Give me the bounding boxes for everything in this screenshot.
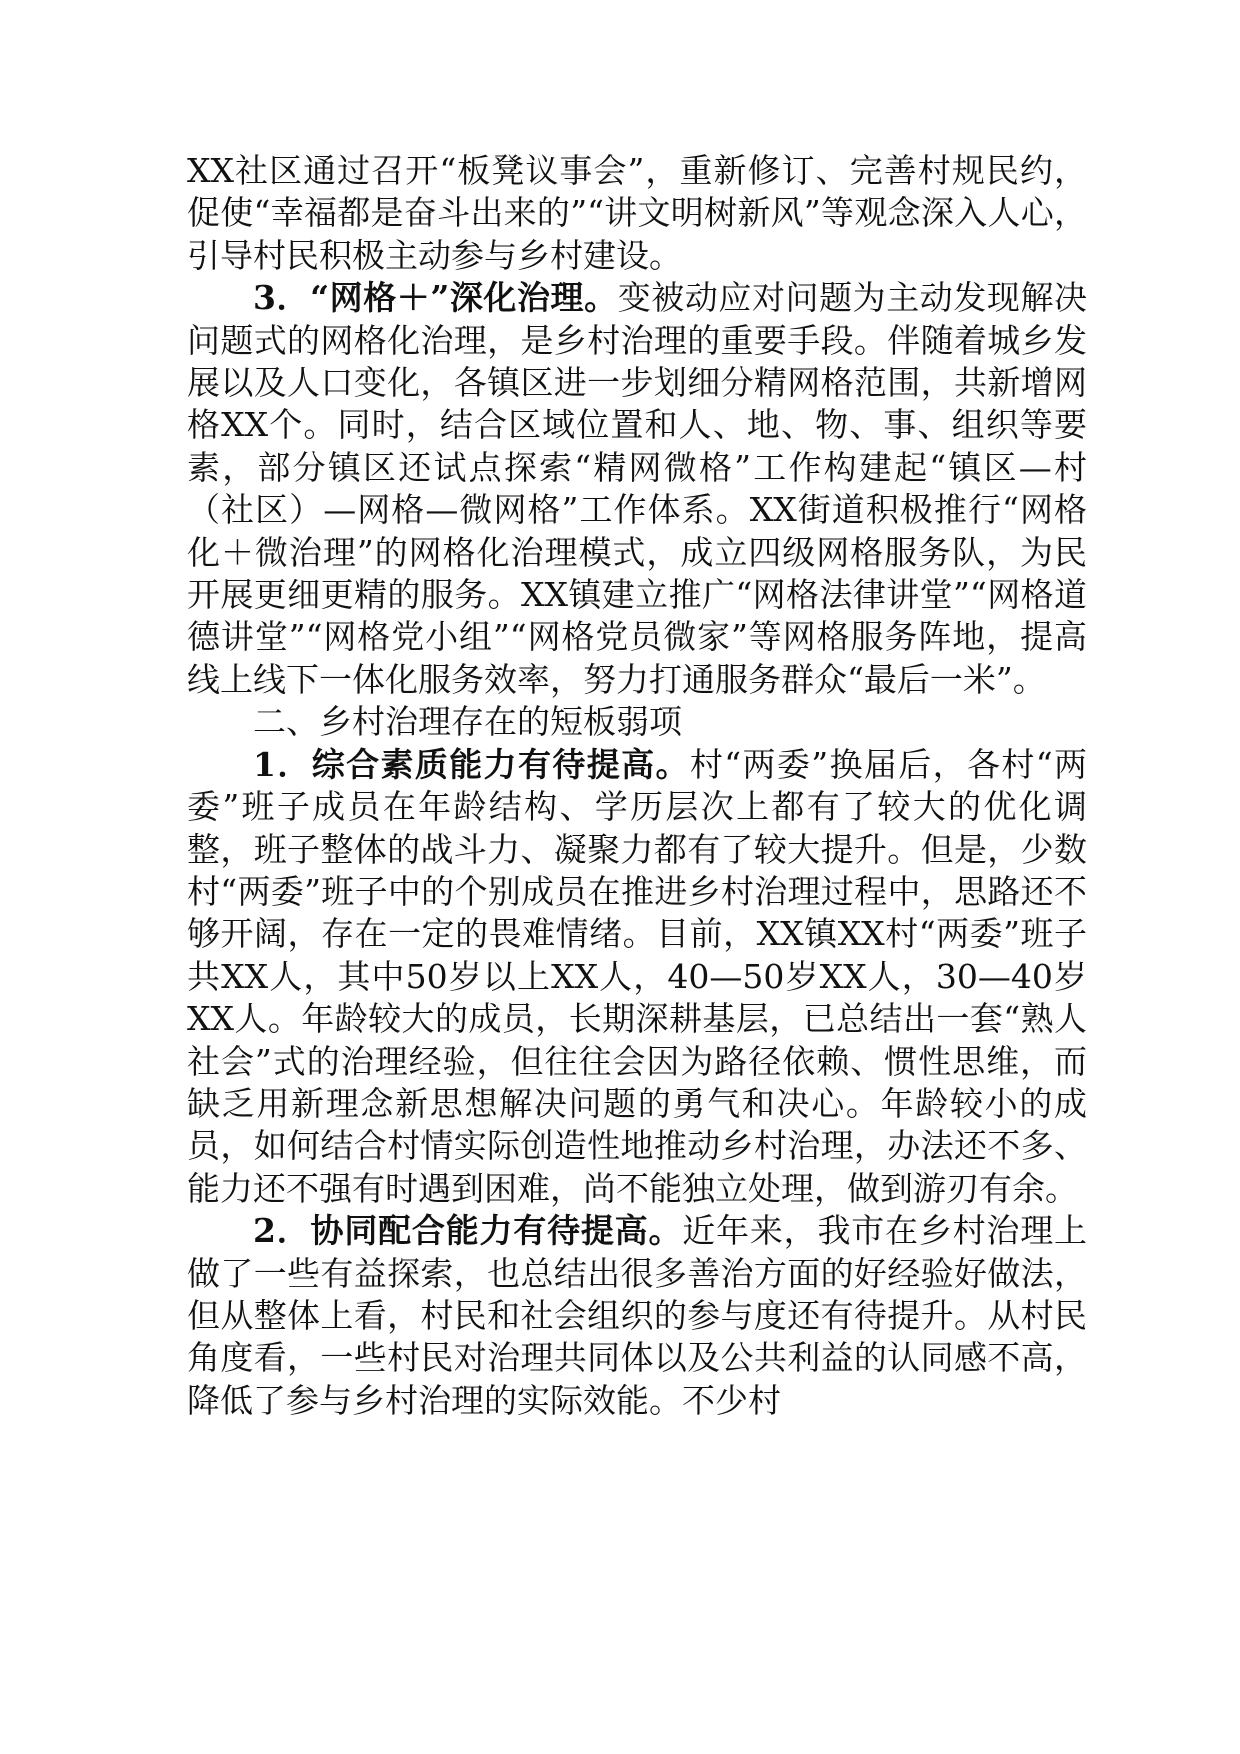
paragraph-4-heading: 2．协同配合能力有待提高。	[253, 1211, 683, 1251]
paragraph-3-text: 村“两委”换届后，各村“两委”班子成员在年龄结构、学历层次上都有了较大的优化调整，班子整体的战斗力、凝聚力都有了较大提升。但是，少数村“两委”班子中的个别成员在推进乡村治理过程中，思路还不够开阔，存在一定的畏难情绪。目前，XX镇XX村“两委”班子共XX人，其中50岁以上XX人，40—50岁XX人，30—40岁XX人。年龄较大的成员，长期深耕基层，已总结出一套“熟人社会”式的治理经验，但往往会因为路径依赖、惯性思维，而缺乏用新理念新思想解决问题的勇气和决心。年龄较小的成员，如何结合村情实际创造性地推动乡村治理，办法还不多、能力还不强有时遇到困难，尚不能独立处理，做到游刃有余。	[187, 744, 1087, 1208]
section-heading-text: 二、乡村治理存在的短板弱项	[253, 702, 682, 742]
document-body	[187, 150, 1087, 1422]
paragraph-2-heading: 3．“网格＋”深化治理。	[253, 278, 618, 318]
paragraph-1	[187, 150, 1087, 277]
paragraph-4-text: 近年来，我市在乡村治理上做了一些有益探索，也总结出很多善治方面的好经验好做法，但从整体上看，村民和社会组织的参与度还有待提升。从村民角度看，一些村民对治理共同体以及公共利益的认同感不高，降低了参与乡村治理的实际效能。不少村	[187, 1211, 1088, 1420]
paragraph-2	[187, 277, 1087, 701]
paragraph-4	[187, 1210, 1087, 1422]
section-heading	[187, 701, 1087, 743]
paragraph-3	[187, 744, 1087, 1210]
paragraph-2-text: 变被动应对问题为主动发现解决问题式的网格化治理，是乡村治理的重要手段。伴随着城乡发展以及人口变化，各镇区进一步划细分精网格范围，共新增网格XX个。同时，结合区域位置和人、地、物、事、组织等要素，部分镇区还试点探索“精网微格”工作构建起“镇区—村（社区）—网格—微网格”工作体系。XX街道积极推行“网格化＋微治理”的网格化治理模式，成立四级网格服务队，为民开展更细更精的服务。XX镇建立推广“网格法律讲堂”“网格道德讲堂”“网格党小组”“网格党员微家”等网格服务阵地，提高线上线下一体化服务效率，努力打通服务群众“最后一米”。	[187, 278, 1087, 699]
paragraph-1-text: XX社区通过召开“板凳议事会”，重新修订、完善村规民约，促使“幸福都是奋斗出来的”“讲文明树新风”等观念深入人心，引导村民积极主动参与乡村建设。	[187, 151, 1087, 275]
paragraph-3-heading: 1．综合素质能力有待提高。	[253, 744, 690, 784]
